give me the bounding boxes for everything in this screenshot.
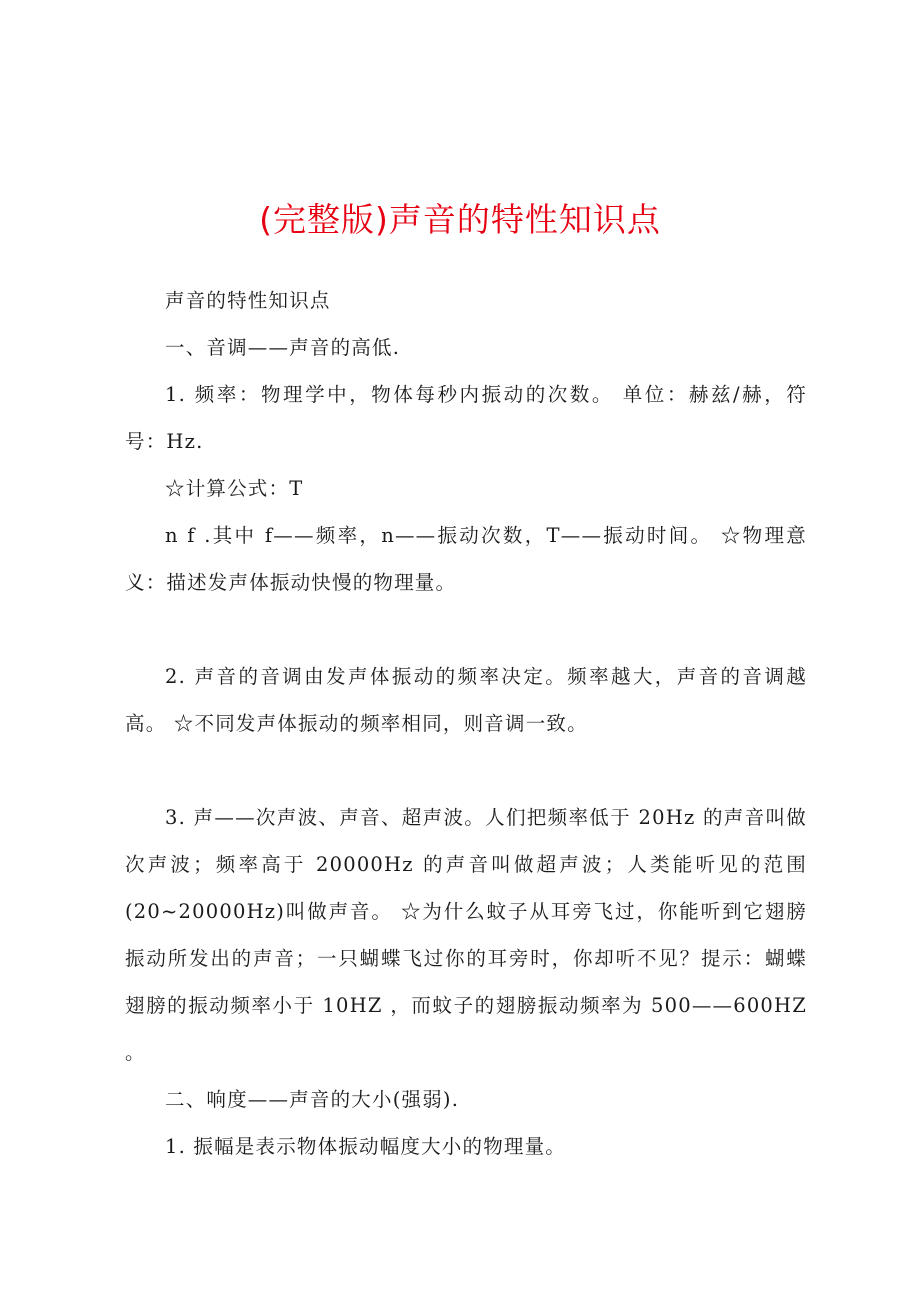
paragraph-sound-waves: 3. 声——次声波、声音、超声波。人们把频率低于 20Hz 的声音叫做次声波；频率高于 20000Hz 的声音叫做超声波；人类能听见的范围(20~20000Hz)叫做声音。 ☆为什么蚊子从耳旁飞过，你能听到它翅膀振动所发出的声音；一只蝴蝶飞过你的耳旁时，你却听不见？提示：蝴蝶翅膀的振动频率小于 10HZ ，而蚊子的翅膀振动频率为 500——600HZ 。 [125,806,807,1064]
section-heading-loudness: 二、响度——声音的大小(强弱). [165,1088,460,1111]
document-body [125,277,807,1170]
paragraph-subtitle: 声音的特性知识点 [165,289,331,312]
paragraph-frequency: 1. 频率：物理学中，物体每秒内振动的次数。 单位：赫兹/赫，符号：Hz. [125,383,807,453]
document-title: (完整版)声音的特性知识点 [259,200,661,239]
paragraph-amplitude: 1. 振幅是表示物体振动幅度大小的物理量。 [165,1135,567,1158]
section-heading-pitch: 一、音调——声音的高低. [165,336,401,359]
paragraph-formula-explanation: n f .其中 f——频率，n——振动次数，T——振动时间。 ☆物理意义：描述发声体振动快慢的物理量。 [125,524,807,594]
paragraph-pitch-determination: 2. 声音的音调由发声体振动的频率决定。频率越大，声音的音调越高。 ☆不同发声体振动的频率相同，则音调一致。 [125,665,807,735]
paragraph-formula: ☆计算公式：T [165,477,304,500]
